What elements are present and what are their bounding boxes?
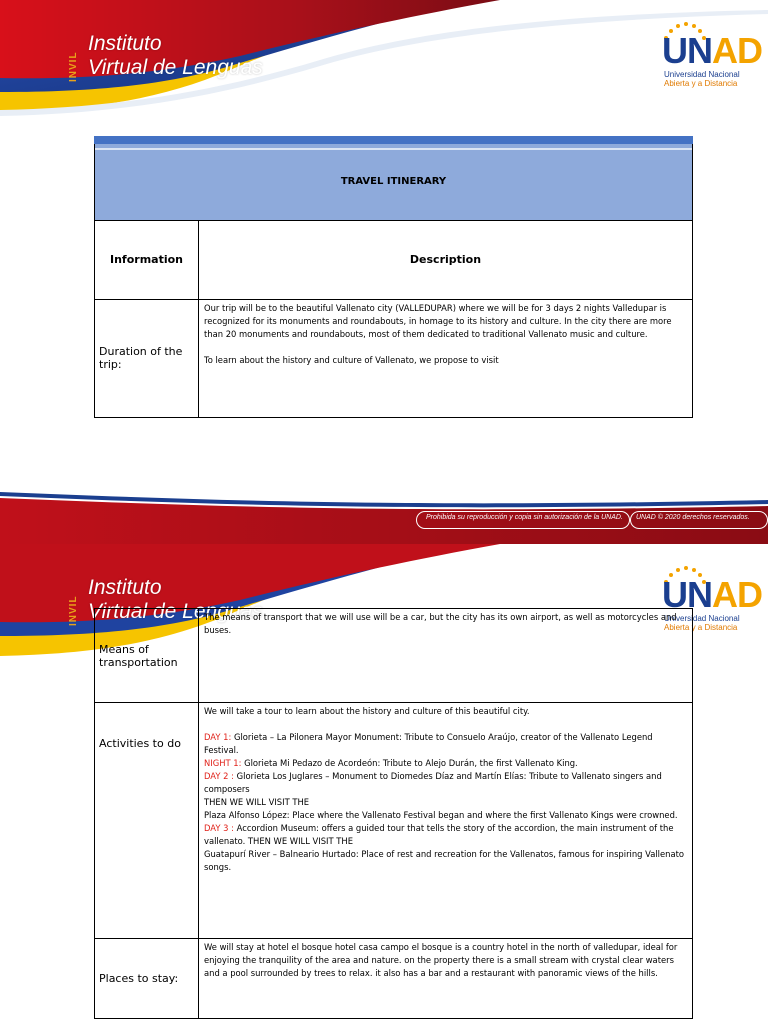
duration-label: Duration of the trip: xyxy=(95,299,199,417)
day-1-tag: DAY 1: xyxy=(204,732,232,742)
places-description: We will stay at hotel el bosque hotel casa campo el bosque is a country hotel in the north of valledupar, ideal for enjoying the tranquility of the area and nature. on the property there is a small stream with crystal clear waters and a pool surrounded by trees to relax. it also has a bar and a restaurant with panoramic views of the hills. xyxy=(199,939,693,1019)
duration-paragraph-1: Our trip will be to the beautiful Vallenato city (VALLEDUPAR) where we will be for 3 days 2 nights Valledupar is recognized for its monuments and roundabouts, in homage to its history and culture. In the city there are more than 20 monuments and roundabouts, most of them dedicated to traditional Vallenato music and culture. xyxy=(204,302,672,339)
col-header-information: Information xyxy=(95,220,199,299)
unad-wordmark: UNAD xyxy=(662,30,762,71)
activity-day-2: DAY 2 : Glorieta Los Juglares – Monument to Diomedes Díaz and Martín Elías: Tribute to Vallenato singers and composers xyxy=(204,771,662,794)
brand-line-1: Instituto xyxy=(88,32,162,55)
page-1 xyxy=(0,0,768,488)
table-title: TRAVEL ITINERARY xyxy=(340,176,447,188)
table-title-cell xyxy=(95,140,693,220)
brand-line-2: Virtual de Lenguas xyxy=(88,56,263,79)
brand-line-2-2: Virtual de Lenguas xyxy=(88,600,263,623)
activities-description xyxy=(199,703,693,939)
itinerary-table-part-2 xyxy=(94,608,693,1019)
brand-vertical-tag-2: INVIL xyxy=(68,595,79,626)
footer-copyright: UNAD © 2020 derechos reservados. xyxy=(636,514,750,521)
activity-night-1: NIGHT 1: Glorieta Mi Pedazo de Acordeón: Tribute to Alejo Durán, the first Vallenato King. xyxy=(204,758,578,768)
transport-description: The means of transport that we will use will be a car, but the city has its own airport, as well as motorcycles and buses. xyxy=(199,609,693,703)
activities-label: Activities to do xyxy=(95,703,199,939)
activity-then-1: THEN WE WILL VISIT THE xyxy=(204,797,310,807)
unad-logo xyxy=(662,22,762,92)
unad-subtitle-2-2: Abierta y a Distancia xyxy=(664,623,738,632)
activity-plaza: Plaza Alfonso López: Place where the Vallenato Festival began and where the first Vallenato Kings were crowned. xyxy=(204,810,678,820)
activities-intro: We will take a tour to learn about the history and culture of this beautiful city. xyxy=(204,706,530,716)
duration-description xyxy=(199,299,693,417)
day-3-tag: DAY 3 : xyxy=(204,823,234,833)
places-label: Places to stay: xyxy=(95,939,199,1019)
footer-notice: Prohibida su reproducción y copia sin autorización de la UNAD. xyxy=(426,514,623,521)
itinerary-table-part-1 xyxy=(94,136,693,418)
brand-line-1-2: Instituto xyxy=(88,576,162,599)
unad-wordmark-2: UNAD xyxy=(662,574,762,615)
activity-day-3: DAY 3 : Accordion Museum: offers a guided tour that tells the story of the accordion, the main instrument of the vallenato. THEN WE WILL VISIT THE xyxy=(204,823,674,846)
col-header-description: Description xyxy=(199,220,693,299)
transport-label: Means of transportation xyxy=(95,609,199,703)
unad-subtitle-2: Abierta y a Distancia xyxy=(664,79,738,88)
day-2-tag: DAY 2 : xyxy=(204,771,234,781)
night-1-tag: NIGHT 1: xyxy=(204,758,242,768)
activity-river: Guatapurí River – Balneario Hurtado: Place of rest and recreation for the Vallenatos, famous for inspiring Vallenato songs. xyxy=(204,849,684,872)
unad-subtitle-1-2: Universidad Nacional xyxy=(664,614,740,623)
activity-day-1: DAY 1: Glorieta – La Pilonera Mayor Monument: Tribute to Consuelo Araújo, creator of the Vallenato Legend Festival. xyxy=(204,732,653,755)
duration-paragraph-2: To learn about the history and culture of Vallenato, we propose to visit xyxy=(204,354,499,365)
unad-subtitle-1: Universidad Nacional xyxy=(664,70,740,79)
brand-vertical-tag: INVIL xyxy=(68,51,79,82)
